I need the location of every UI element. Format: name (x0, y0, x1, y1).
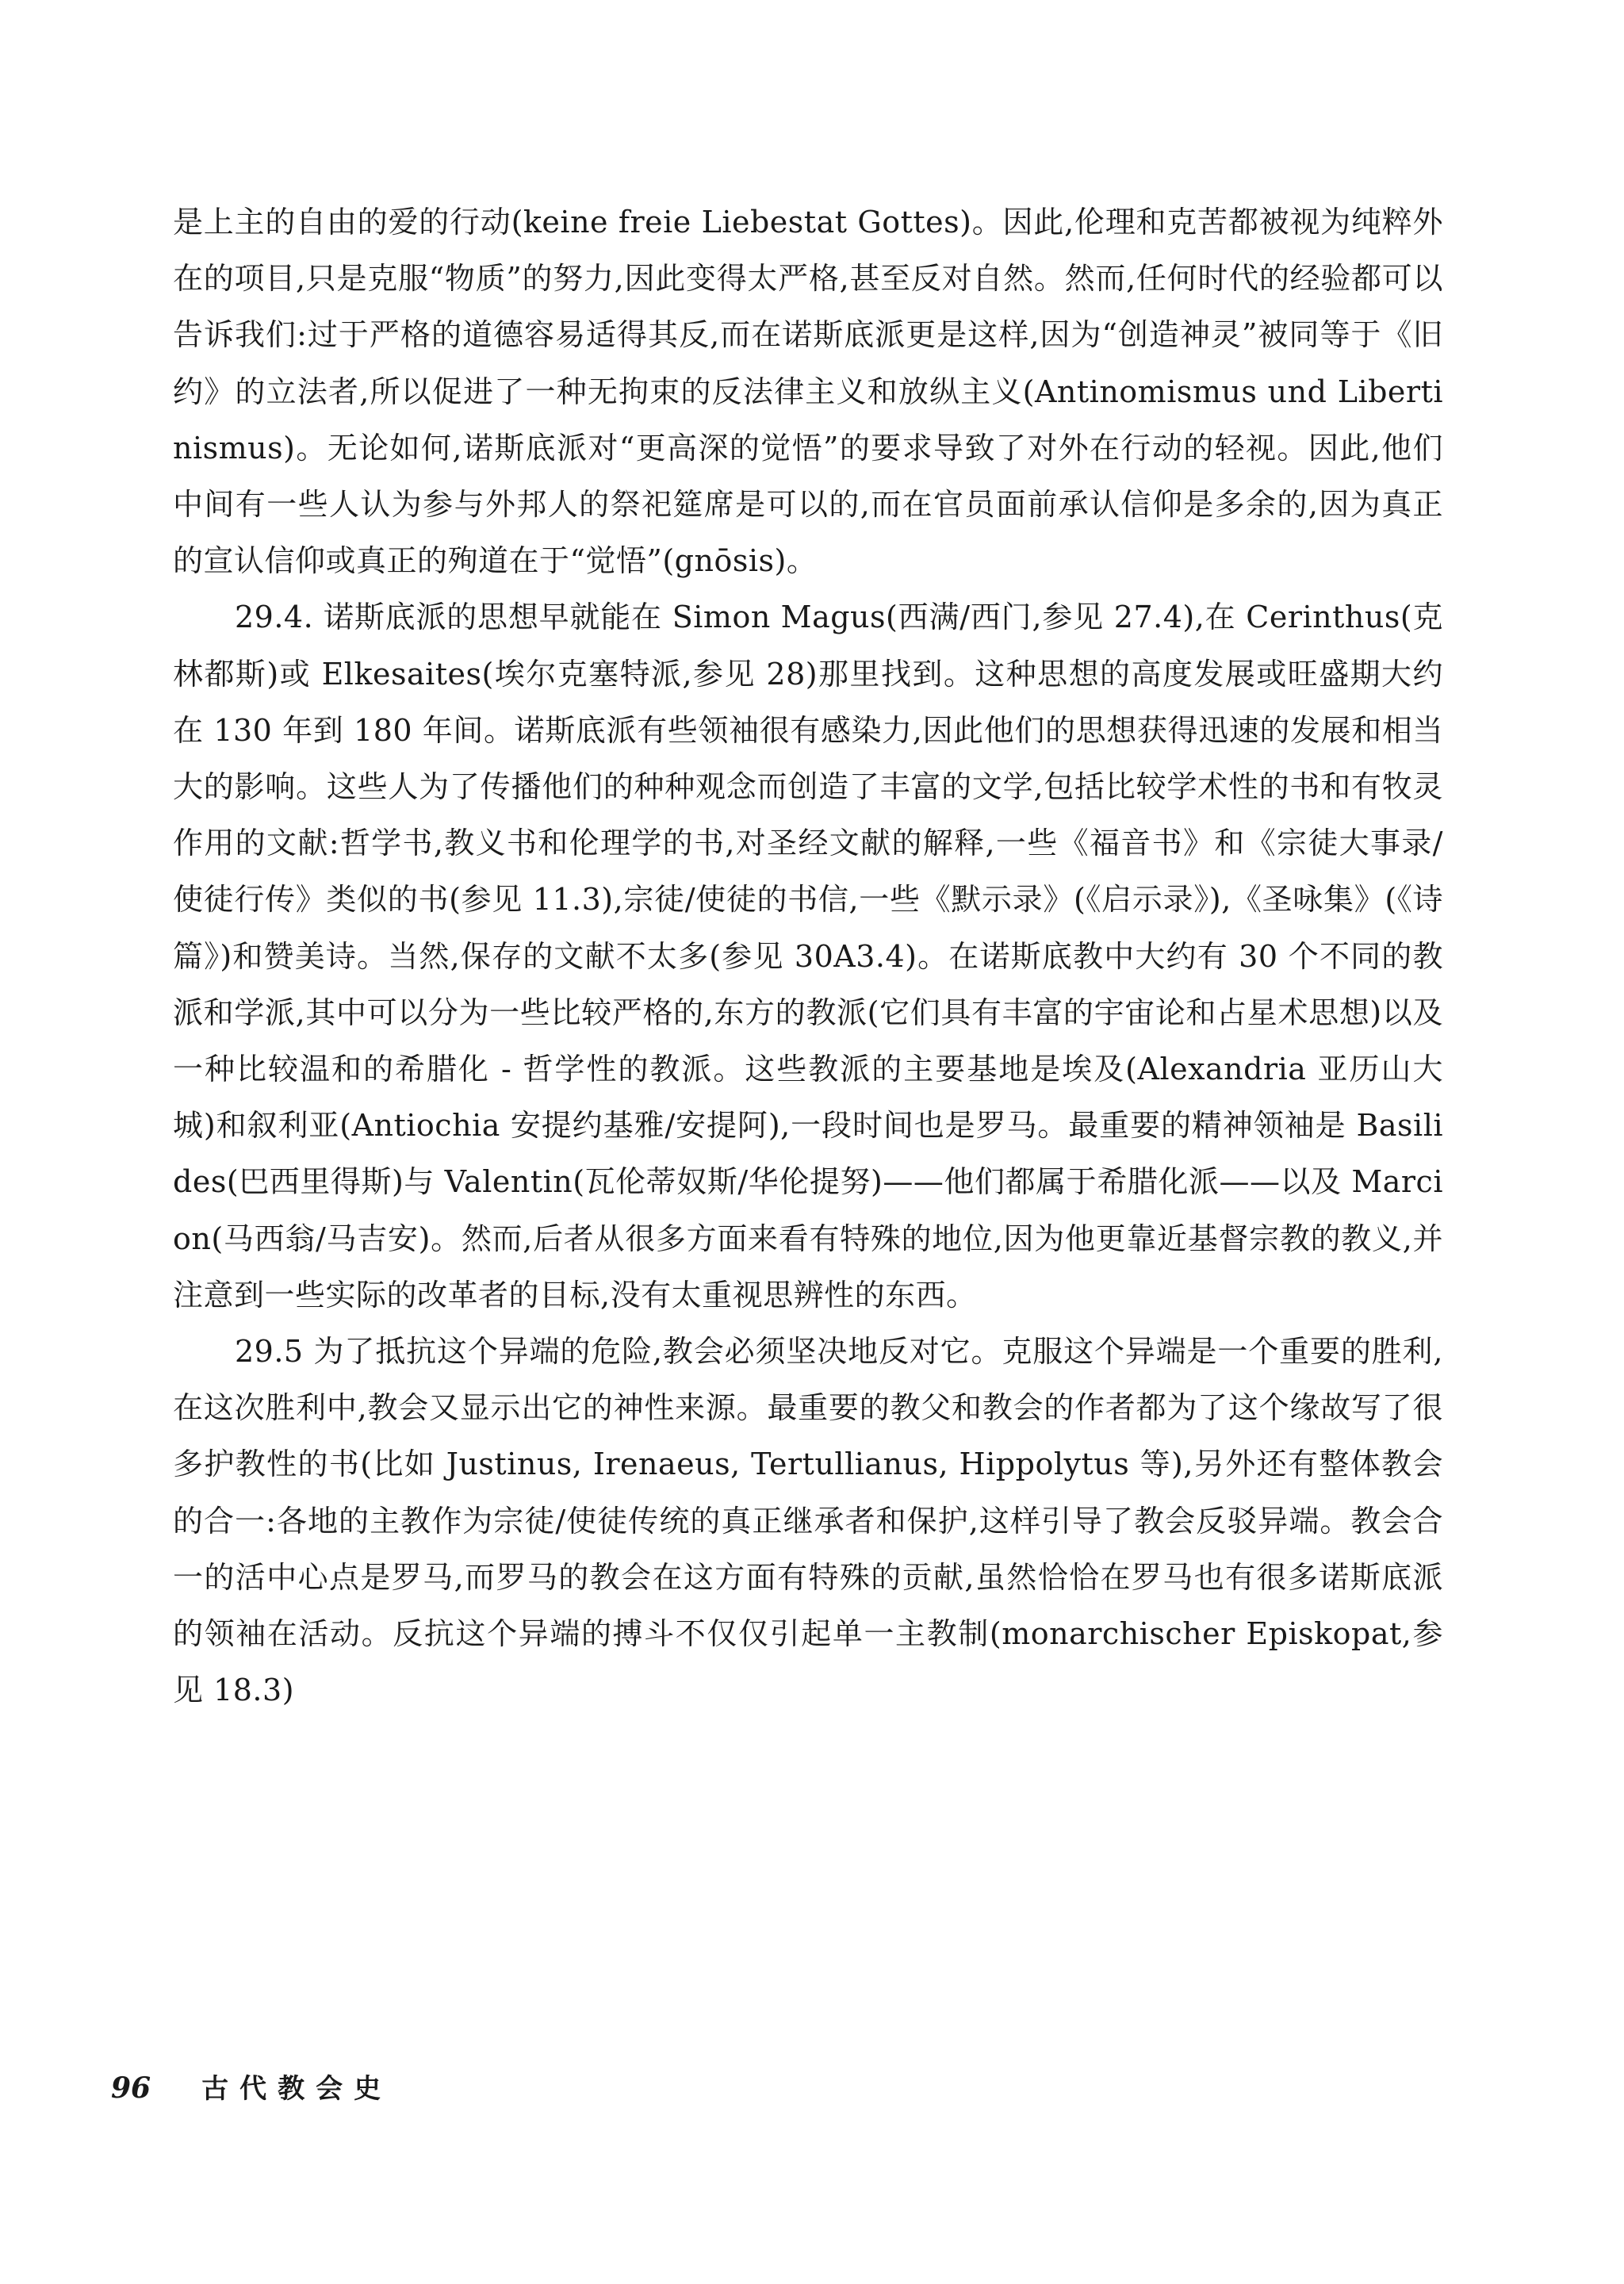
paragraph-continuation: 是上主的自由的爱的行动(keine freie Liebestat Gottes)。因此,伦理和克苦都被视为纯粹外在的项目,只是克服“物质”的努力,因此变得太严格,甚至反对自然。然而,任何时代的经验都可以告诉我们:过于严格的道德容易适得其反,而在诺斯底派更是这样,因为“创造神灵”被同等于《旧约》的立法者,所以促进了一种无拘束的反法律主义和放纵主义(Antinomismus und Libertinismus)。无论如何,诺斯底派对“更高深的觉悟”的要求导致了对外在行动的轻视。因此,他们中间有一些人认为参与外邦人的祭祀筵席是可以的,而在官员面前承认信仰是多余的,因为真正的宣认信仰或真正的殉道在于“觉悟”(gnōsis)。 (173, 205, 1443, 579)
body-text (173, 194, 1443, 1719)
page-footer (111, 2067, 392, 2106)
running-title: 古代教会史 (201, 2073, 393, 2105)
page-number: 96 (111, 2071, 151, 2105)
paragraph-29-5: 29.5 为了抵抗这个异端的危险,教会必须坚决地反对它。克服这个异端是一个重要的胜利,在这次胜利中,教会又显示出它的神性来源。最重要的教父和教会的作者都为了这个缘故写了很多护教性的书(比如 Justinus, Irenaeus, Tertullianus, Hippolytus 等),另外还有整体教会的合一:各地的主教作为宗徒/使徒传统的真正继承者和保护,这样引导了教会反驳异端。教会合一的活中心点是罗马,而罗马的教会在这方面有特殊的贡献,虽然恰恰在罗马也有很多诺斯底派的领袖在活动。反抗这个异端的搏斗不仅仅引起单一主教制(monarchischer Episkopat,参见 18.3) (173, 1334, 1443, 1708)
paragraph-29-4: 29.4. 诺斯底派的思想早就能在 Simon Magus(西满/西门,参见 27.4),在 Cerinthus(克林都斯)或 Elkesaites(埃尔克塞特派,参见 28)那里找到。这种思想的高度发展或旺盛期大约在 130 年到 180 年间。诺斯底派有些领袖很有感染力,因此他们的思想获得迅速的发展和相当大的影响。这些人为了传播他们的种种观念而创造了丰富的文学,包括比较学术性的书和有牧灵作用的文献:哲学书,教义书和伦理学的书,对圣经文献的解释,一些《福音书》和《宗徒大事录/使徒行传》类似的书(参见 11.3),宗徒/使徒的书信,一些《默示录》(《启示录》),《圣咏集》(《诗篇》)和赞美诗。当然,保存的文献不太多(参见 30A3.4)。在诺斯底教中大约有 30 个不同的教派和学派,其中可以分为一些比较严格的,东方的教派(它们具有丰富的宇宙论和占星术思想)以及一种比较温和的希腊化 - 哲学性的教派。这些教派的主要基地是埃及(Alexandria 亚历山大城)和叙利亚(Antiochia 安提约基雅/安提阿),一段时间也是罗马。最重要的精神领袖是 Basilides(巴西里得斯)与 Valentin(瓦伦蒂奴斯/华伦提努)——他们都属于希腊化派——以及 Marcion(马西翁/马吉安)。然而,后者从很多方面来看有特殊的地位,因为他更靠近基督宗教的教义,并注意到一些实际的改革者的目标,没有太重视思辨性的东西。 (173, 600, 1443, 1313)
